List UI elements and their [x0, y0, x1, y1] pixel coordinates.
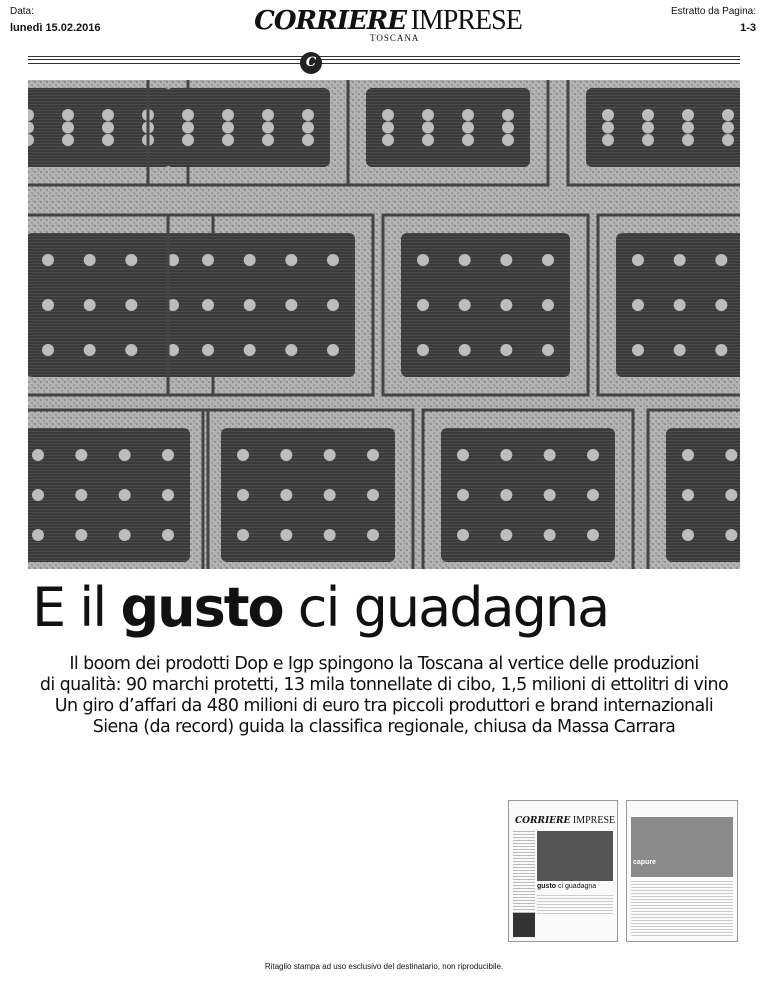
- bottle-cap: [125, 299, 137, 311]
- bottle-cap: [280, 529, 292, 541]
- date-value: lunedì 15.02.2016: [10, 22, 101, 34]
- bottle-cap: [722, 122, 734, 134]
- bottle-cap: [725, 489, 737, 501]
- date-label: Data:: [10, 6, 34, 17]
- bottle-cap: [280, 489, 292, 501]
- bottle-cap: [602, 122, 614, 134]
- headline: [32, 568, 752, 648]
- thumb-ad: [513, 913, 535, 937]
- bottle-cap: [587, 449, 599, 461]
- bottle-cap: [42, 344, 54, 356]
- bottle-cap: [725, 529, 737, 541]
- bottle-cap: [327, 254, 339, 266]
- bottle-cap: [715, 344, 727, 356]
- thumb-inner-text: [631, 881, 733, 937]
- headline-bold: gusto: [120, 576, 283, 639]
- subhead-line: di qualità: 90 marchi protetti, 13 mila tonnellate di cibo, 1,5 milioni di ettolitri di vino: [39, 675, 729, 695]
- bottle-cap: [382, 134, 394, 146]
- bottle-cap: [500, 449, 512, 461]
- bottle-cap: [682, 122, 694, 134]
- bottle-cap: [632, 344, 644, 356]
- thumb-masthead-light: IMPRESE: [572, 815, 616, 826]
- bottle-cap: [457, 529, 469, 541]
- bottle-cap: [422, 134, 434, 146]
- bottle-cap: [674, 254, 686, 266]
- bottle-cap: [102, 122, 114, 134]
- bottle-cap: [715, 254, 727, 266]
- bottle-cap: [237, 529, 249, 541]
- bottle-cap: [674, 344, 686, 356]
- bottle-cap: [602, 134, 614, 146]
- bottle-cap: [459, 299, 471, 311]
- bottle-cap: [324, 489, 336, 501]
- bottle-cap: [502, 134, 514, 146]
- bottle-cap: [674, 299, 686, 311]
- bottle-cap: [32, 449, 44, 461]
- bottle-cap: [182, 109, 194, 121]
- bottle-cap: [162, 449, 174, 461]
- bottle-cap: [42, 299, 54, 311]
- bottle-cap: [262, 109, 274, 121]
- bottle-cap: [500, 254, 512, 266]
- bottle-cap: [324, 449, 336, 461]
- bottle-cap: [32, 529, 44, 541]
- bottle-cap: [715, 299, 727, 311]
- bottle-cap: [544, 529, 556, 541]
- thumb-inner-photo: [631, 817, 733, 877]
- crates-image: [28, 80, 740, 569]
- pages-label: Estratto da Pagina:: [670, 6, 756, 17]
- clipping-pages: [671, 5, 756, 35]
- bottle-cap: [202, 344, 214, 356]
- bottle-cap: [244, 254, 256, 266]
- bottle-cap: [587, 529, 599, 541]
- thumb-masthead-bold: CORRIERE: [515, 816, 571, 826]
- bottle-cap: [75, 449, 87, 461]
- bottle-cap: [119, 489, 131, 501]
- bottle-cap: [542, 344, 554, 356]
- bottle-cap: [162, 489, 174, 501]
- bottle-cap: [125, 344, 137, 356]
- front-page-thumbnail: [508, 800, 618, 942]
- inner-page-thumbnail: [626, 800, 738, 942]
- bottle-cap: [462, 134, 474, 146]
- bottle-cap: [285, 344, 297, 356]
- bottle-cap: [367, 529, 379, 541]
- header-rule: [28, 56, 740, 64]
- masthead-bold: CORRIERE: [254, 6, 407, 36]
- bottle-cap: [500, 529, 512, 541]
- bottle-cap: [75, 529, 87, 541]
- bottle-cap: [682, 134, 694, 146]
- bottle-cap: [125, 254, 137, 266]
- bottle-cap: [119, 529, 131, 541]
- pages-value: 1-3: [740, 22, 756, 34]
- bottle-cap: [302, 122, 314, 134]
- bottle-cap: [642, 109, 654, 121]
- bottle-cap: [602, 109, 614, 121]
- bottle-cap: [62, 134, 74, 146]
- bottle-cap: [162, 529, 174, 541]
- bottle-cap: [502, 109, 514, 121]
- bottle-cap: [417, 254, 429, 266]
- bottle-cap: [244, 299, 256, 311]
- crates-photo: [28, 80, 740, 569]
- masthead-region: TOSCANA: [370, 33, 420, 43]
- bottle-cap: [500, 344, 512, 356]
- bottle-cap: [417, 299, 429, 311]
- bottle-cap: [457, 449, 469, 461]
- bottle-cap: [722, 134, 734, 146]
- bottle-cap: [542, 299, 554, 311]
- bottle-cap: [182, 122, 194, 134]
- clipping-date: [10, 5, 101, 35]
- bottle-cap: [457, 489, 469, 501]
- bottle-cap: [42, 254, 54, 266]
- bottle-cap: [84, 344, 96, 356]
- bottle-cap: [642, 134, 654, 146]
- bottle-cap: [544, 449, 556, 461]
- subhead-line: Siena (da record) guida la classifica regionale, chiusa da Massa Carrara: [92, 717, 676, 737]
- bottle-cap: [222, 109, 234, 121]
- section-badge: C: [300, 52, 322, 74]
- bottle-cap: [244, 344, 256, 356]
- thumb-headline-bold: gusto: [537, 883, 557, 890]
- bottle-cap: [222, 134, 234, 146]
- thumb-inner-headline: capure: [633, 859, 656, 866]
- bottle-cap: [462, 109, 474, 121]
- bottle-cap: [237, 489, 249, 501]
- masthead: [248, 5, 528, 43]
- bottle-cap: [544, 489, 556, 501]
- bottle-cap: [222, 122, 234, 134]
- headline-post: ci guadagna: [297, 576, 609, 639]
- bottle-cap: [459, 254, 471, 266]
- bottle-cap: [327, 344, 339, 356]
- bottle-cap: [632, 254, 644, 266]
- subhead-line: Un giro d’affari da 480 milioni di euro tra piccoli produttori e brand internazionali: [54, 696, 714, 716]
- subhead-line: Il boom dei prodotti Dop e Igp spingono la Toscana al vertice delle produzioni: [69, 654, 699, 674]
- bottle-cap: [500, 299, 512, 311]
- bottle-cap: [542, 254, 554, 266]
- bottle-cap: [302, 134, 314, 146]
- bottle-cap: [202, 299, 214, 311]
- bottle-cap: [722, 109, 734, 121]
- bottle-cap: [417, 344, 429, 356]
- bottle-cap: [367, 449, 379, 461]
- bottle-cap: [75, 489, 87, 501]
- headline-pre: E il: [32, 576, 106, 639]
- bottle-cap: [32, 489, 44, 501]
- footer-disclaimer: Ritaglio stampa ad uso esclusivo del destinatario, non riproducibile.: [264, 962, 504, 971]
- bottle-cap: [382, 122, 394, 134]
- bottle-cap: [632, 299, 644, 311]
- bottle-cap: [367, 489, 379, 501]
- subhead: [28, 654, 740, 738]
- bottle-cap: [102, 134, 114, 146]
- bottle-cap: [202, 254, 214, 266]
- bottle-cap: [182, 134, 194, 146]
- bottle-cap: [285, 254, 297, 266]
- bottle-cap: [84, 254, 96, 266]
- bottle-cap: [642, 122, 654, 134]
- thumb-photo: [537, 831, 613, 881]
- bottle-cap: [280, 449, 292, 461]
- bottle-cap: [459, 344, 471, 356]
- bottle-cap: [422, 122, 434, 134]
- bottle-cap: [285, 299, 297, 311]
- bottle-cap: [462, 122, 474, 134]
- masthead-light: IMPRESE: [410, 5, 522, 36]
- bottle-cap: [62, 109, 74, 121]
- bottle-cap: [302, 109, 314, 121]
- bottle-cap: [682, 529, 694, 541]
- bottle-cap: [725, 449, 737, 461]
- bottle-cap: [237, 449, 249, 461]
- bottle-cap: [262, 122, 274, 134]
- bottle-cap: [262, 134, 274, 146]
- bottle-cap: [682, 109, 694, 121]
- bottle-cap: [324, 529, 336, 541]
- bottle-cap: [102, 109, 114, 121]
- bottle-cap: [500, 489, 512, 501]
- bottle-cap: [682, 449, 694, 461]
- bottle-cap: [422, 109, 434, 121]
- bottle-cap: [119, 449, 131, 461]
- bottle-cap: [502, 122, 514, 134]
- bottle-cap: [327, 299, 339, 311]
- bottle-cap: [587, 489, 599, 501]
- bottle-cap: [382, 109, 394, 121]
- thumb-headline-post: ci guadagna: [558, 883, 597, 890]
- bottle-cap: [84, 299, 96, 311]
- thumb-text: [537, 895, 613, 915]
- bottle-cap: [62, 122, 74, 134]
- bottle-cap: [682, 489, 694, 501]
